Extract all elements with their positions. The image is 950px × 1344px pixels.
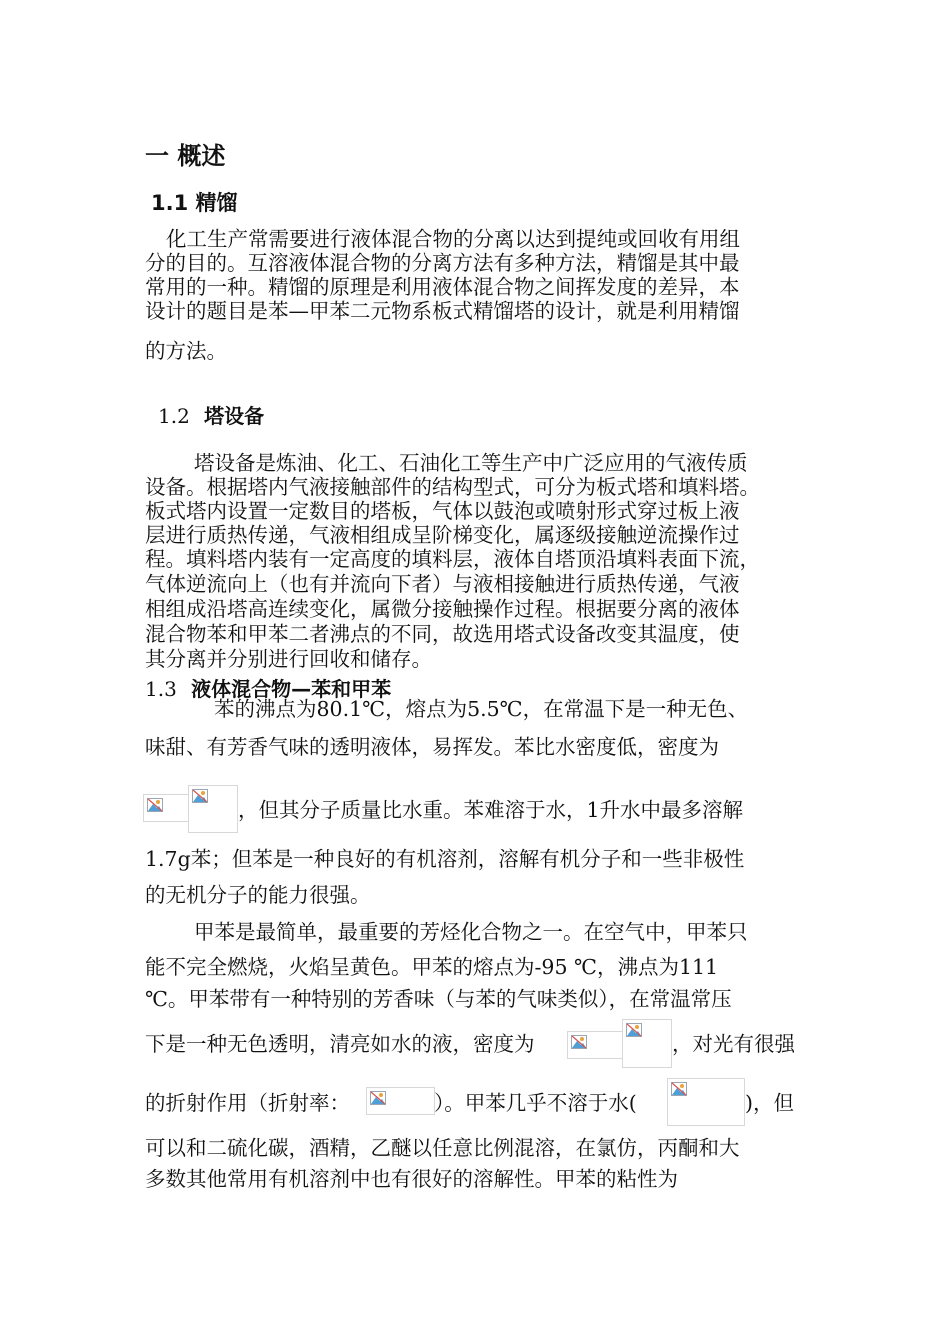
paragraph-line: 多数其他常用有机溶剂中也有很好的溶解性。甲苯的粘性为	[145, 1167, 678, 1191]
paragraph-line: 气体逆流向上（也有并流向下者）与液相接触进行质热传递，气液	[145, 572, 740, 596]
formula-image	[188, 785, 238, 833]
paragraph-line: 塔设备是炼油、化工、石油化工等生产中广泛应用的气液传质	[194, 451, 748, 475]
paragraph-line: )，但	[745, 1091, 794, 1115]
broken-image-icon	[626, 1023, 642, 1037]
paragraph-line: ℃。甲苯带有一种特别的芳香味（与苯的气味类似），在常温常压	[145, 987, 732, 1011]
paragraph-line: 下是一种无色透明，清亮如水的液，密度为	[145, 1032, 535, 1056]
paragraph-line: 的折射作用（折射率：	[145, 1091, 350, 1115]
paragraph-line: 的无机分子的能力很强。	[145, 883, 371, 907]
paragraph-line: 分的目的。互溶液体混合物的分离方法有多种方法，精馏是其中最	[145, 251, 740, 275]
section-title: 液体混合物—苯和甲苯	[191, 677, 392, 701]
paragraph-line: 设备。根据塔内气液接触部件的结构型式，可分为板式塔和填料塔。	[145, 475, 760, 499]
paragraph-line: ，对光有很强	[672, 1032, 795, 1056]
formula-image	[667, 1078, 745, 1126]
broken-image-icon	[147, 798, 163, 812]
paragraph-line: 苯的沸点为80.1℃，熔点为5.5℃，在常温下是一种无色、	[214, 697, 749, 721]
section-title: 塔设备	[204, 404, 265, 428]
paragraph-line: 味甜、有芳香气味的透明液体，易挥发。苯比水密度低，密度为	[145, 735, 719, 759]
paragraph-line: 常用的一种。精馏的原理是利用液体混合物之间挥发度的差异，本	[145, 275, 740, 299]
paragraph-line: 能不完全燃烧，火焰呈黄色。甲苯的熔点为-95 ℃，沸点为111	[145, 955, 719, 979]
paragraph-line: 层进行质热传递，气液相组成呈阶梯变化，属逐级接触逆流操作过	[145, 523, 740, 547]
paragraph-line: 相组成沿塔高连续变化，属微分接触操作过程。根据要分离的液体	[145, 597, 740, 621]
section-number: 1.2	[158, 404, 190, 428]
paragraph-line: ，但其分子质量比水重。苯难溶于水，1升水中最多溶解	[238, 798, 744, 822]
formula-image	[143, 794, 189, 822]
paragraph-line: 化工生产常需要进行液体混合物的分离以达到提纯或回收有用组	[166, 227, 740, 251]
paragraph-line: 可以和二硫化碳，酒精，乙醚以任意比例混溶，在氯仿，丙酮和大	[145, 1136, 740, 1160]
formula-image	[622, 1019, 672, 1068]
broken-image-icon	[571, 1035, 587, 1049]
formula-image	[366, 1087, 435, 1115]
broken-image-icon	[192, 789, 208, 803]
section-1-2-heading	[158, 400, 264, 429]
paragraph-line: 程。填料塔内装有一定高度的填料层，液体自塔顶沿填料表面下流，	[145, 547, 760, 571]
paragraph-line: 板式塔内设置一定数目的塔板，气体以鼓泡或喷射形式穿过板上液	[145, 499, 740, 523]
broken-image-icon	[370, 1091, 386, 1105]
broken-image-icon	[671, 1082, 687, 1096]
paragraph-line: ）。甲苯几乎不溶于水(	[434, 1091, 637, 1115]
paragraph-line: 的方法。	[145, 339, 227, 363]
paragraph-line: 1.7g苯；但苯是一种良好的有机溶剂，溶解有机分子和一些非极性	[145, 847, 745, 871]
chapter-heading: 一 概述	[145, 142, 226, 170]
paragraph-line: 其分离并分别进行回收和储存。	[145, 647, 432, 671]
paragraph-line: 设计的题目是苯—甲苯二元物系板式精馏塔的设计，就是利用精馏	[145, 299, 740, 323]
section-number: 1.3	[145, 677, 177, 701]
paragraph-line: 甲苯是最简单，最重要的芳烃化合物之一。在空气中，甲苯只	[194, 920, 748, 944]
paragraph-line: 混合物苯和甲苯二者沸点的不同，故选用塔式设备改变其温度，使	[145, 622, 740, 646]
formula-image	[567, 1031, 623, 1059]
section-1-1-heading: 1.1 精馏	[151, 191, 238, 215]
